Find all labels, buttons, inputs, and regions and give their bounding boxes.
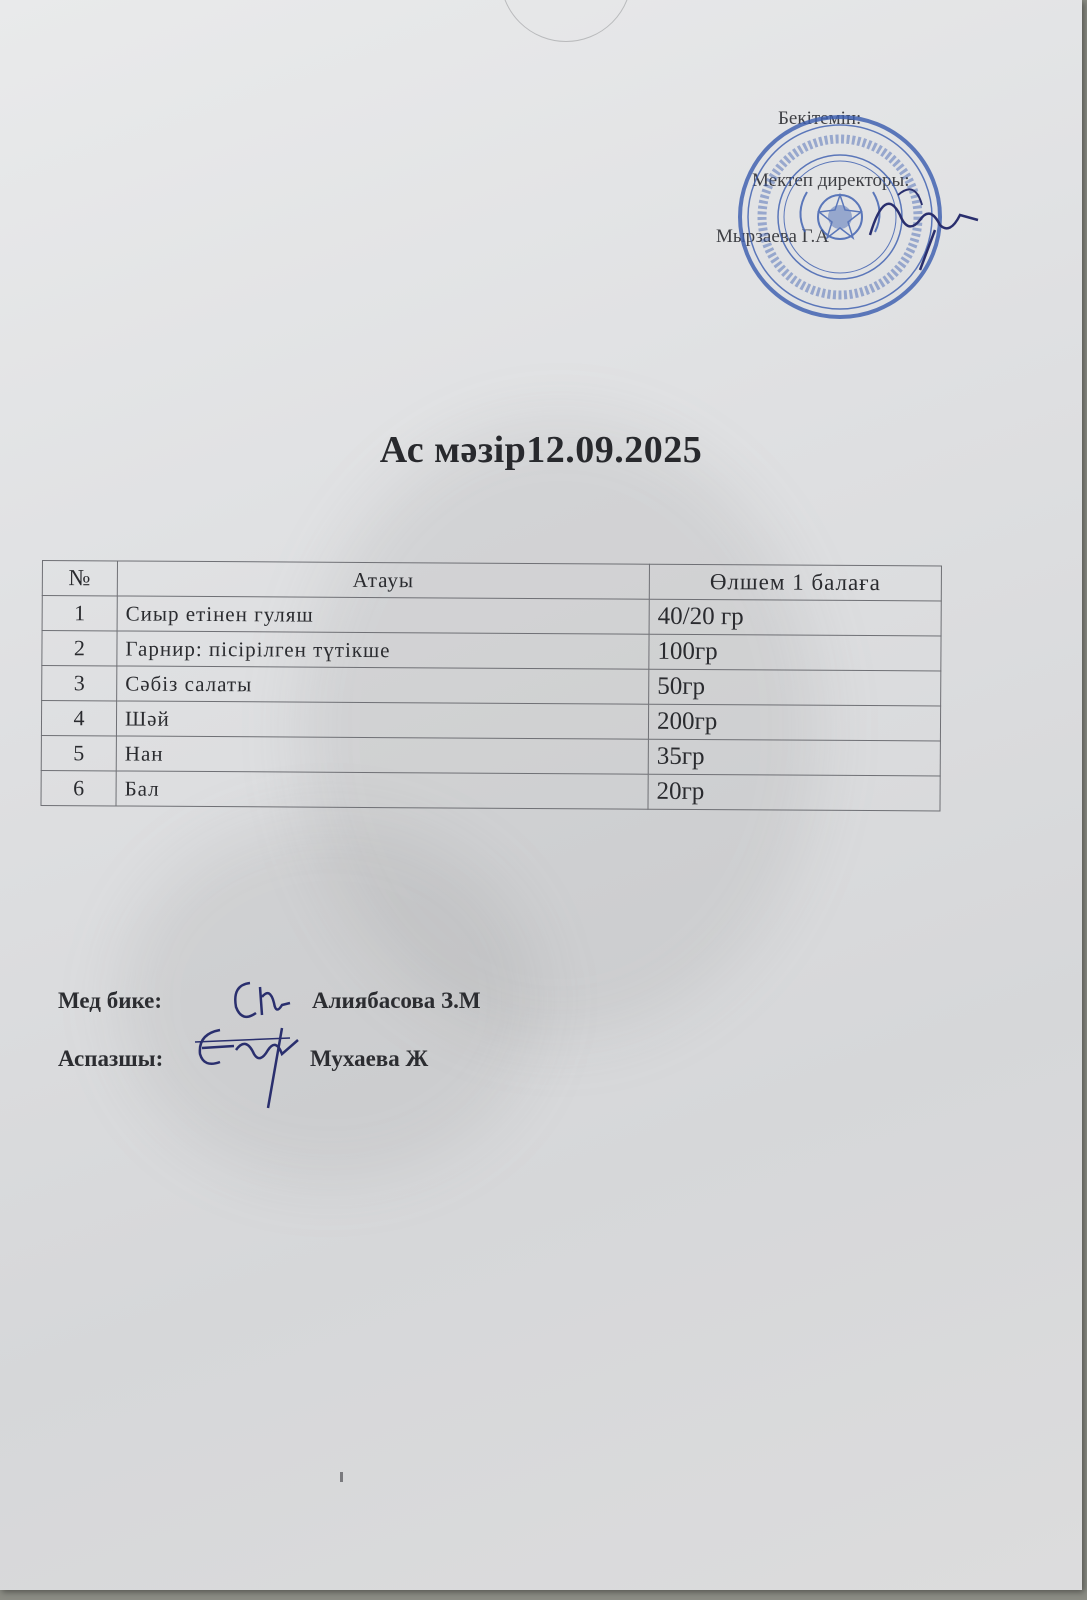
row-portion: 40/20 гр [649,599,941,636]
row-number: 1 [42,596,117,631]
table-row [42,666,941,706]
approval-position: Мектеп директоры: [752,170,910,191]
row-dish-name: Гарнир: пісірілген түтікше [117,631,649,669]
header-portion: Өлшем 1 балаға [649,564,941,601]
row-number: 5 [41,735,116,770]
row-dish-name: Нан [116,736,648,774]
cook-name: Мухаева Ж [310,1046,429,1071]
nurse-label: Мед бике: [58,988,162,1013]
header-number: № [42,561,117,596]
table-row [42,631,941,671]
cook-label: Аспазшы: [58,1046,164,1071]
sheet-protector-notch [500,0,632,42]
table-row [41,701,940,741]
row-dish-name: Бал [116,771,648,809]
row-portion: 35гр [648,739,940,776]
row-portion: 50гр [649,669,941,706]
director-signature [860,175,985,275]
row-portion: 200гр [648,704,940,741]
menu-title: Ас мәзір12.09.2025 [379,429,703,471]
table-row [41,770,940,810]
row-dish-name: Сәбіз салаты [117,666,649,704]
row-portion: 20гр [648,774,940,811]
row-dish-name: Сиыр етінен гуляш [117,596,649,634]
paper-mark [340,1472,343,1482]
header-dish-name: Атауы [117,561,649,599]
approval-person: Мырзаева Г.А [716,226,829,247]
approval-heading: Бекітемін: [778,108,862,129]
row-portion: 100гр [649,634,941,671]
row-number: 4 [41,701,116,736]
cook-signature [190,1020,305,1110]
nurse-name: Алиябасова З.М [312,988,481,1013]
row-dish-name: Шәй [116,701,648,739]
row-number: 6 [41,770,116,805]
row-number: 3 [42,666,117,701]
table-header-row [42,561,941,601]
row-number: 2 [42,631,117,666]
table-row [42,596,941,636]
table-row [41,735,940,775]
menu-table [40,560,941,811]
